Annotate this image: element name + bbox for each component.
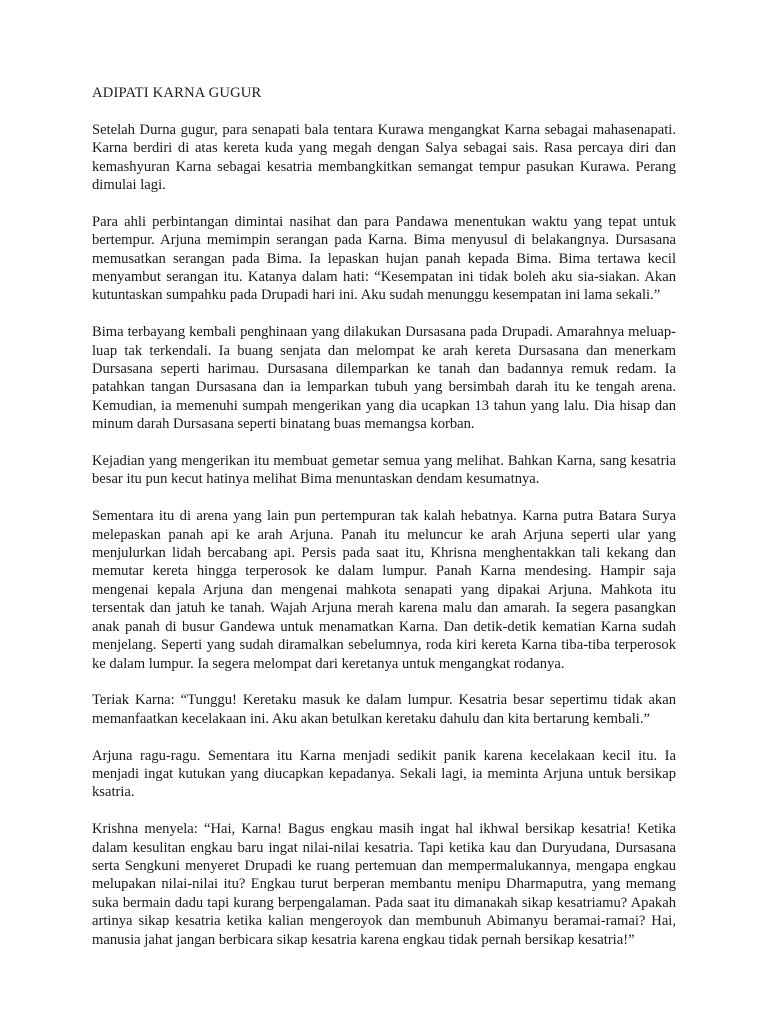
document-page (92, 84, 676, 949)
paragraph: Bima terbayang kembali penghinaan yang dilakukan Dursasana pada Drupadi. Amarahnya meluap-luap tak terkendali. Ia buang senjata dan melompat ke arah kereta Dursasana dan menerkam Dursasana seperti harimau. Dursasana dilemparkan ke tanah dan badannya remuk redam. Ia patahkan tangan Dursasana dan ia lemparkan tubuh yang bersimbah darah itu ke tengah arena. Kemudian, ia memenuhi sumpah mengerikan yang dia ucapkan 13 tahun yang lalu. Dia hisap dan minum darah Dursasana seperti binatang buas memangsa korban. (92, 324, 676, 433)
paragraph: Kejadian yang mengerikan itu membuat gemetar semua yang melihat. Bahkan Karna, sang kesatria besar itu pun kecut hatinya melihat Bima menuntaskan dendam kesumatnya. (92, 453, 676, 488)
paragraph: Arjuna ragu-ragu. Sementara itu Karna menjadi sedikit panik karena kecelakaan kecil itu. Ia menjadi ingat kutukan yang diucapkan kepadanya. Sekali lagi, ia meminta Arjuna untuk bersikap ksatria. (92, 747, 676, 801)
paragraph: Setelah Durna gugur, para senapati bala tentara Kurawa mengangkat Karna sebagai mahasenapati. Karna berdiri di atas kereta kuda yang megah dengan Salya sebagai sais. Rasa percaya diri dan kemashyuran Karna sebagai kesatria membangkitkan semangat tempur pasukan Kurawa. Perang dimulai lagi. (92, 121, 676, 194)
paragraph: Krishna menyela: “Hai, Karna! Bagus engkau masih ingat hal ikhwal bersikap kesatria! Ketika dalam kesulitan engkau baru ingat nilai-nilai kesatria. Tapi ketika kau dan Duryudana, Dursasana serta Sengkuni menyeret Drupadi ke ruang pertemuan dan mempermalukannya, mengapa engkau melupakan nilai-nilai itu? Engkau turut berperan membantu menipu Dharmaputra, yang memang suka bermain dadu tapi kurang berpengalaman. Pada saat itu dimanakah sikap kesatriamu? Apakah artinya sikap kesatria ketika kalian mengeroyok dan membunuh Abimanyu beramai-ramai? Hai, manusia jahat jangan berbicara sikap kesatria karena engkau tidak pernah bersikap kesatria!” (92, 821, 676, 948)
paragraph: Para ahli perbintangan dimintai nasihat dan para Pandawa menentukan waktu yang tepat untuk bertempur. Arjuna memimpin serangan pada Karna. Bima menyusul di belakangnya. Dursasana memusatkan serangan pada Bima. Ia lepaskan hujan panah kepada Bima. Bima tertawa kecil menyambut serangan itu. Katanya dalam hati: “Kesempatan ini tidak boleh aku sia-siakan. Akan kutuntaskan sumpahku pada Drupadi hari ini. Aku sudah menunggu kesempatan ini lama sekali.” (92, 213, 676, 304)
document-title: ADIPATI KARNA GUGUR (92, 85, 262, 101)
paragraph: Sementara itu di arena yang lain pun pertempuran tak kalah hebatnya. Karna putra Batara Surya melepaskan panah api ke arah Arjuna. Panah itu meluncur ke arah Arjuna seperti ular yang menjulurkan lidah bercabang api. Persis pada saat itu, Khrisna menghentakkan tali kekang dan memutar kereta hingga terperosok ke dalam lumpur. Panah Karna mendesing. Hampir saja mengenai kepala Arjuna dan mengenai mahkota senapati yang dipakai Arjuna. Mahkota itu tersentak dan jatuh ke tanah. Wajah Arjuna merah karena malu dan amarah. Ia segera pasangkan anak panah di busur Gandewa untuk menamatkan Karna. Dan detik-detik kematian Karna sudah menjelang. Seperti yang sudah diramalkan sebelumnya, roda kiri kereta Karna tiba-tiba terperosok ke dalam lumpur. Ia segera melompat dari keretanya untuk mengangkat rodanya. (92, 508, 676, 672)
paragraph: Teriak Karna: “Tunggu! Keretaku masuk ke dalam lumpur. Kesatria besar sepertimu tidak akan memanfaatkan kecelakaan ini. Aku akan betulkan keretaku dahulu dan kita bertarung kembali.” (92, 692, 676, 727)
